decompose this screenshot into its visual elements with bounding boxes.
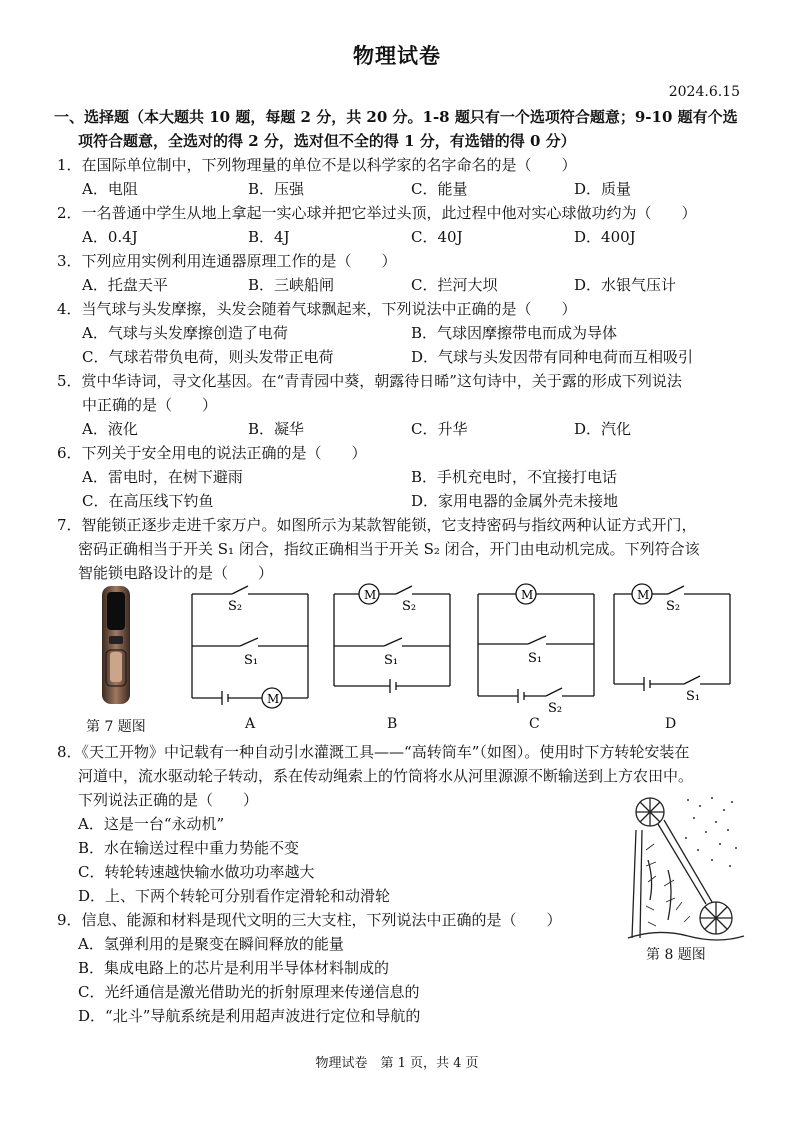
q6-option-c: C．在高压线下钓鱼: [82, 492, 214, 510]
q1-option-a: A．电阻: [82, 180, 138, 198]
q8-stem-line3: 下列说法正确的是（ ）: [78, 791, 259, 809]
circuit-c: [478, 588, 596, 716]
circuit-d-s2-label: S₂: [666, 599, 681, 614]
q8-option-a: A．这是一台“永动机”: [78, 815, 225, 833]
q3-option-c: C．拦河大坝: [411, 276, 498, 294]
q5-stem-line1: 5．赏中华诗词，寻文化基因。在“青青园中葵，朝露待日晞”这句诗中，关于露的形成下列说法: [57, 372, 682, 390]
q5-option-c: C．升华: [411, 420, 468, 438]
q8-option-d: D．上、下两个转轮可分别看作定滑轮和动滑轮: [78, 887, 391, 905]
circuit-a-label: A: [245, 716, 256, 732]
circuit-b-motor-label: M: [364, 588, 377, 602]
q7-stem-line1: 7．智能锁正逐步走进千家万户。如图所示为某款智能锁，它支持密码与指纹两种认证方式开门，: [57, 516, 697, 534]
circuit-d-motor-label: M: [637, 588, 650, 602]
q8-stem-line1: 8．《天工开物》中记载有一种自动引水灌溉工具——“高转筒车”（如图）。使用时下方转轮安装在: [57, 743, 690, 761]
circuit-a-motor-label: M: [267, 692, 280, 706]
q1-stem: 1．在国际单位制中，下列物理量的单位不是以科学家的名字命名的是（ ）: [57, 156, 577, 174]
q8-option-c: C．转轮转速越快输水做功功率越大: [78, 863, 315, 881]
q8-figure-label: 第 8 题图: [646, 947, 706, 963]
q2-option-b: B．4J: [248, 228, 290, 246]
circuit-a-s2-label: S₂: [228, 599, 243, 614]
circuit-b: [334, 588, 452, 706]
q5-option-a: A．液化: [82, 420, 138, 438]
q7-stem-line2: 密码正确相当于开关 S₁ 闭合，指纹正确相当于开关 S₂ 闭合，开门由电动机完成。下列符合该: [78, 540, 700, 558]
q4-option-b: B．气球因摩擦带电而成为导体: [411, 324, 618, 342]
circuit-c-motor-label: M: [521, 588, 534, 602]
q7-stem-line3: 智能锁电路设计的是（ ）: [78, 564, 274, 582]
q9-option-c: C．光纤通信是激光借助光的折射原理来传递信息的: [78, 983, 420, 1001]
q9-option-d: D．“北斗”导航系统是利用超声波进行定位和导航的: [78, 1007, 421, 1025]
q8-option-b: B．水在输送过程中重力势能不变: [78, 839, 300, 857]
water-wheel-image: [628, 790, 744, 940]
q5-stem-line2: 中正确的是（ ）: [82, 396, 218, 414]
circuit-d-s1-label: S₁: [686, 689, 701, 704]
q9-option-a: A．氢弹利用的是聚变在瞬间释放的能量: [78, 935, 344, 953]
exam-date: 2024.6.15: [668, 84, 740, 100]
circuit-c-s1-label: S₁: [528, 651, 543, 666]
q8-stem-line2: 河道中，流水驱动轮子转动，系在传动绳索上的竹筒将水从河里源源不断输送到上方农田中。: [78, 767, 694, 785]
q2-option-c: C．40J: [411, 228, 463, 246]
circuit-d: [614, 588, 732, 706]
section-heading-line1: 一、选择题（本大题共 10 题，每题 2 分，共 20 分。1-8 题只有一个选项符合题意；9-10 题有个选: [54, 108, 738, 126]
section-heading-line2: 项符合题意，全选对的得 2 分，选对但不全的得 1 分，有选错的得 0 分）: [78, 132, 576, 150]
q1-option-c: C．能量: [411, 180, 468, 198]
q9-stem: 9．信息、能源和材料是现代文明的三大支柱，下列说法中正确的是（ ）: [57, 911, 562, 929]
q2-stem: 2．一名普通中学生从地上拿起一实心球并把它举过头顶，此过程中他对实心球做功约为（ ）: [57, 204, 697, 222]
q6-stem: 6．下列关于安全用电的说法正确的是（ ）: [57, 444, 367, 462]
circuit-a: [192, 594, 310, 706]
page-title: 物理试卷: [353, 44, 441, 68]
q3-option-d: D．水银气压计: [574, 276, 677, 294]
q5-option-b: B．凝华: [248, 420, 305, 438]
q7-figure-label: 第 7 题图: [86, 719, 146, 735]
circuit-b-s1-label: S₁: [384, 653, 399, 668]
q2-option-d: D．400J: [574, 228, 636, 246]
q3-option-b: B．三峡船闸: [248, 276, 335, 294]
q3-stem: 3．下列应用实例利用连通器原理工作的是（ ）: [57, 252, 397, 270]
q9-option-b: B．集成电路上的芯片是利用半导体材料制成的: [78, 959, 390, 977]
q4-option-d: D．气球与头发因带有同种电荷而互相吸引: [411, 348, 694, 366]
page-footer: 物理试卷 第 1 页，共 4 页: [315, 1056, 479, 1071]
circuit-b-s2-label: S₂: [402, 599, 417, 614]
circuit-a-s1-label: S₁: [244, 653, 259, 668]
circuit-b-label: B: [387, 716, 398, 732]
smart-lock-image: [96, 584, 136, 708]
q6-option-b: B．手机充电时，不宜接打电话: [411, 468, 618, 486]
q1-option-d: D．质量: [574, 180, 632, 198]
q4-stem: 4．当气球与头发摩擦，头发会随着气球飘起来，下列说法中正确的是（ ）: [57, 300, 577, 318]
q6-option-d: D．家用电器的金属外壳未接地: [411, 492, 619, 510]
q5-option-d: D．汽化: [574, 420, 632, 438]
circuit-d-label: D: [665, 716, 677, 732]
q6-option-a: A．雷电时，在树下避雨: [82, 468, 243, 486]
circuit-c-s2-label: S₂: [548, 701, 563, 716]
q3-option-a: A．托盘天平: [82, 276, 168, 294]
q4-option-a: A．气球与头发摩擦创造了电荷: [82, 324, 288, 342]
q4-option-c: C．气球若带负电荷，则头发带正电荷: [82, 348, 334, 366]
circuit-c-label: C: [529, 716, 540, 732]
q2-option-a: A．0.4J: [82, 228, 138, 246]
q1-option-b: B．压强: [248, 180, 305, 198]
